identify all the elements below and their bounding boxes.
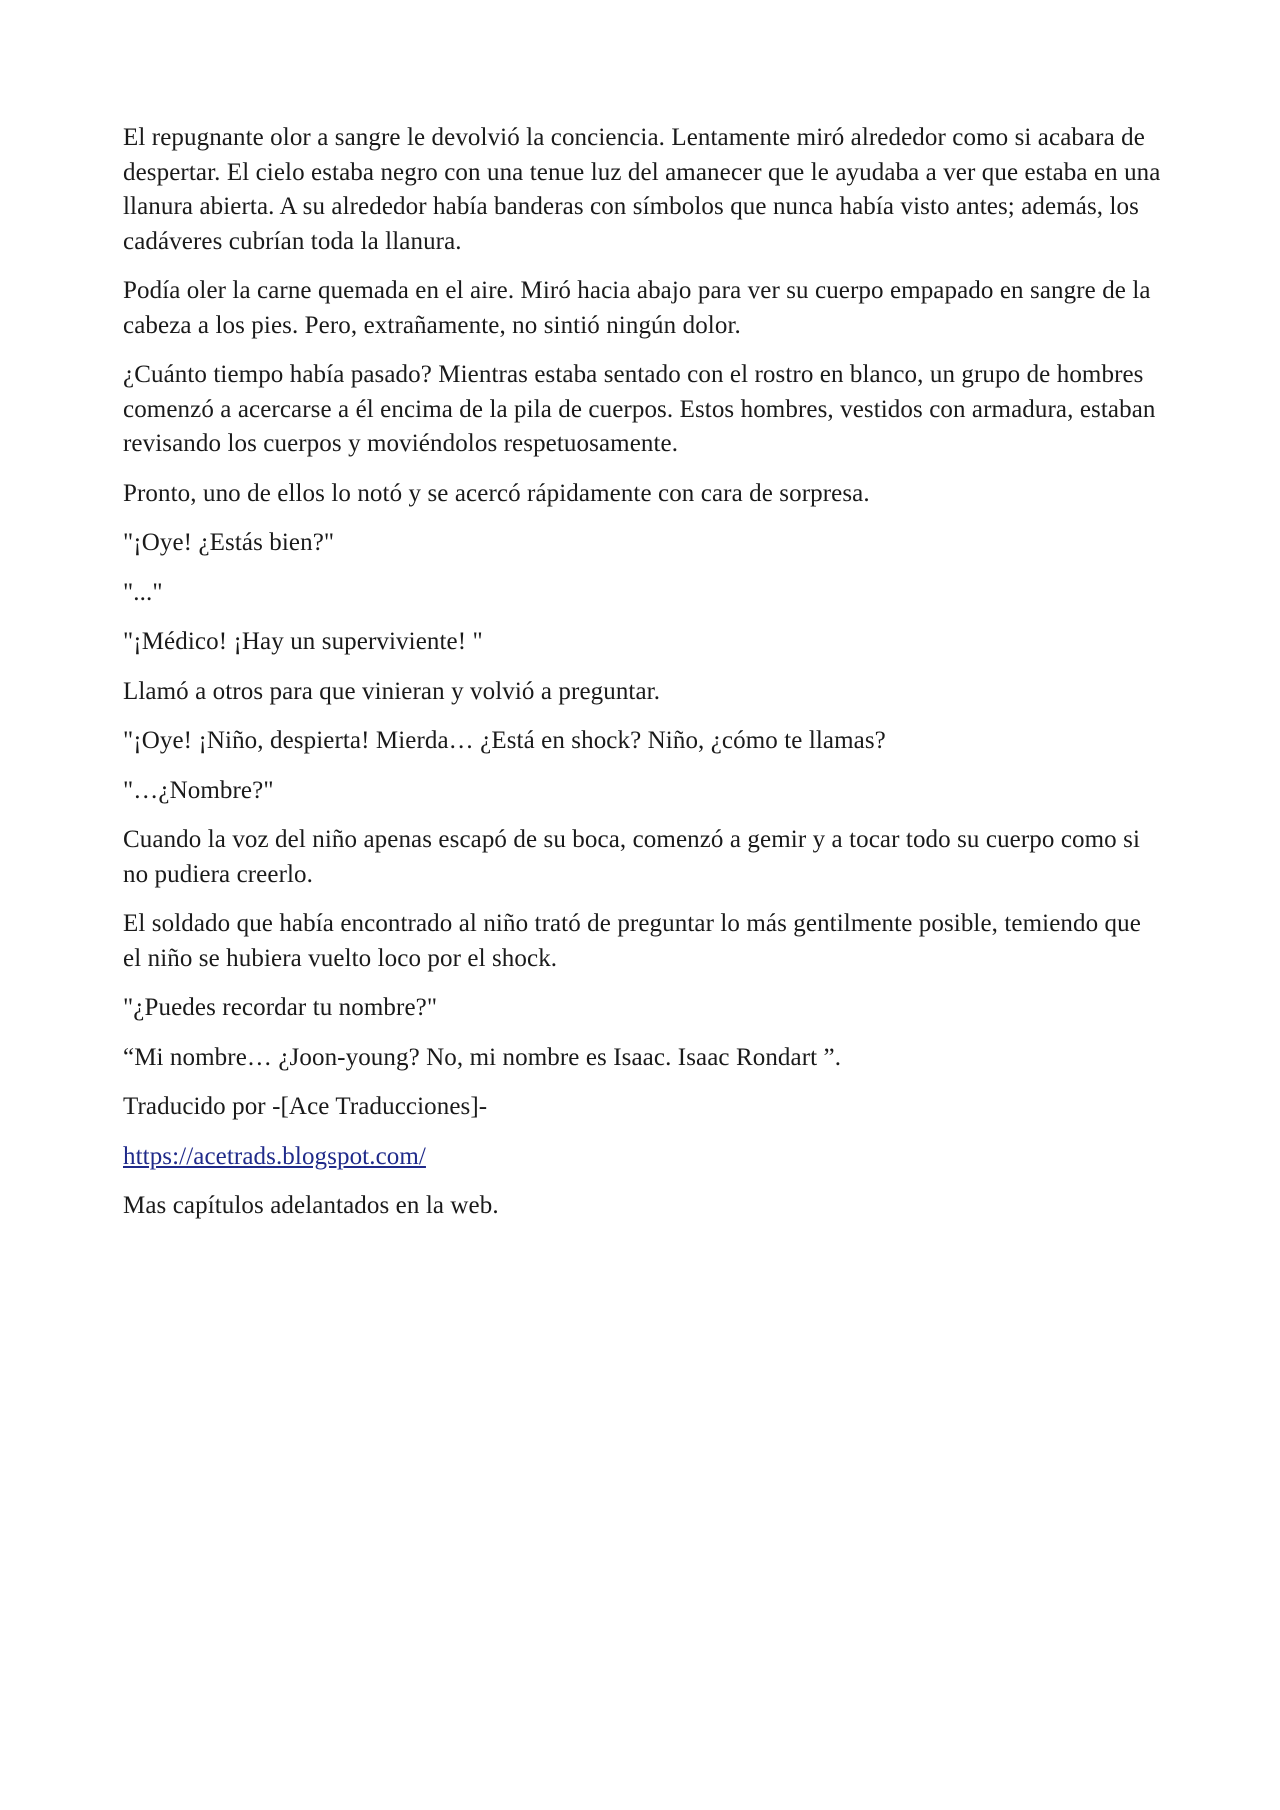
footer-note: Mas capítulos adelantados en la web. [123,1192,499,1219]
paragraph-7: El soldado que había encontrado al niño trató de preguntar lo más gentilmente posible, temiendo que el niño se hubiera vuelto loco por el shock. [123,910,1141,972]
paragraph-4: Pronto, uno de ellos lo notó y se acercó rápidamente con cara de sorpresa. [123,479,870,507]
dialogue-7: “Mi nombre… ¿Joon-young? No, mi nombre es Isaac. Isaac Rondart ”. [123,1043,842,1071]
paragraph-1: El repugnante olor a sangre le devolvió la conciencia. Lentamente miró alrededor como si acabara de despertar. El cielo estaba negro con una tenue luz del amanecer que le ayudaba a ver que estaba en una llanura abierta. A su alrededor había banderas con símbolos que nunca había visto antes; además, los cadáveres cubrían toda la llanura. [123,124,1161,255]
dialogue-6: "¿Puedes recordar tu nombre?" [123,994,438,1021]
paragraph-5: Llamó a otros para que vinieran y volvió a preguntar. [123,677,661,705]
paragraph-2: Podía oler la carne quemada en el aire. Miró hacia abajo para ver su cuerpo empapado en sangre de la cabeza a los pies. Pero, extrañamente, no sintió ningún dolor. [123,277,1151,339]
dialogue-2: "..." [123,578,163,606]
dialogue-1: "¡Oye! ¿Estás bien?" [123,529,335,556]
blog-link[interactable]: https://acetrads.blogspot.com/ [123,1142,426,1170]
translator-credit: Traducido por -[Ace Traducciones]- [123,1093,488,1120]
link-paragraph [123,1140,1163,1175]
dialogue-5: "…¿Nombre?" [123,776,274,804]
dialogue-3: "¡Médico! ¡Hay un superviviente! " [123,628,483,655]
paragraph-3: ¿Cuánto tiempo había pasado? Mientras estaba sentado con el rostro en blanco, un grupo de hombres comenzó a acercarse a él encima de la pila de cuerpos. Estos hombres, vestidos con armadura, estaban revisando los cuerpos y moviéndolos respetuosamente. [123,361,1156,457]
document-body [123,121,1163,1239]
dialogue-4: "¡Oye! ¡Niño, despierta! Mierda… ¿Está en shock? Niño, ¿cómo te llamas? [123,727,886,754]
paragraph-6: Cuando la voz del niño apenas escapó de su boca, comenzó a gemir y a tocar todo su cuerpo como si no pudiera creerlo. [123,826,1141,888]
